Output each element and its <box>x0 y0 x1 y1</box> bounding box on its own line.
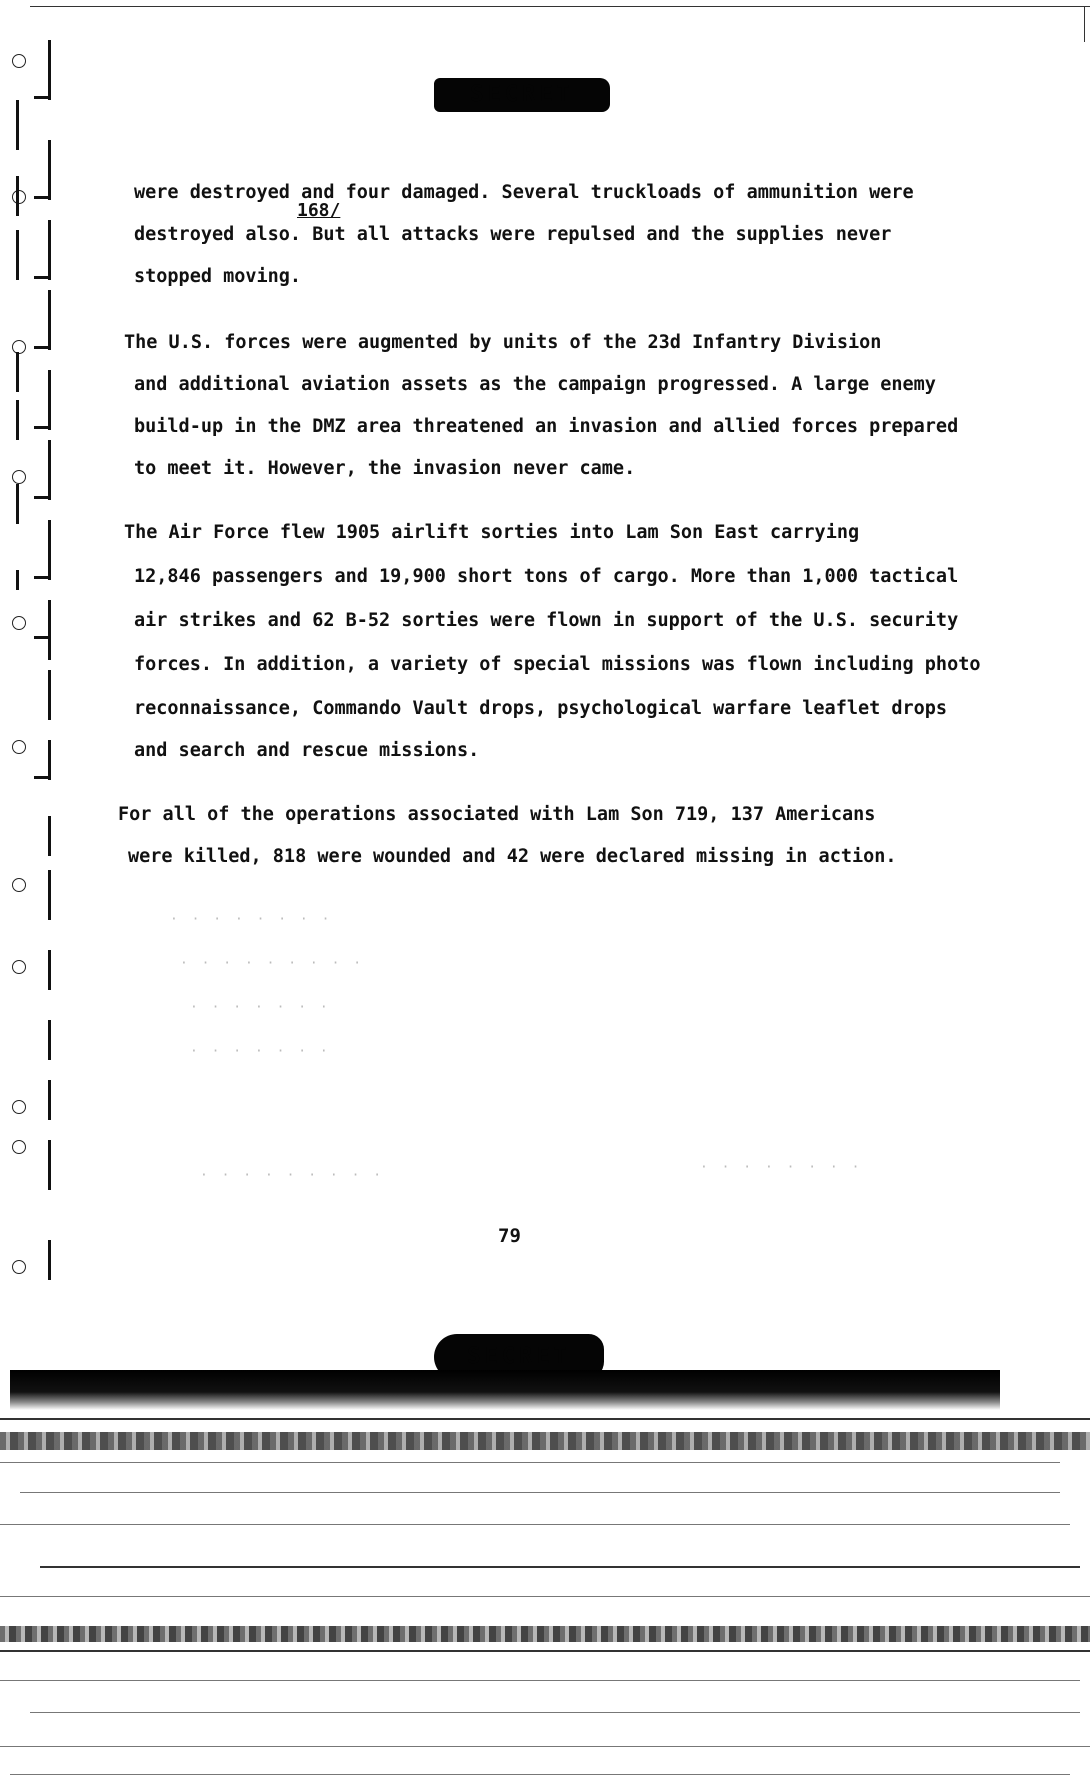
bleed-through-text: · · · · · · · <box>190 1044 331 1059</box>
binder-margin-marks <box>4 40 64 1370</box>
text-line: and search and rescue missions. <box>134 740 480 761</box>
scan-line <box>0 1462 1060 1463</box>
punch-hole-mark <box>12 940 48 1010</box>
scan-line <box>40 1566 1080 1568</box>
classification-marking-top: SECRET <box>434 78 610 112</box>
text-line: stopped moving. <box>134 266 302 287</box>
bleed-through-text: · · · · · · · · · <box>180 956 365 971</box>
classification-marking-bottom: SECRET <box>434 1334 604 1380</box>
punch-hole-mark <box>12 140 48 210</box>
scan-line <box>10 1774 1070 1775</box>
text-line: air strikes and 62 B-52 sorties were flown in support of the U.S. security <box>134 610 959 631</box>
scan-line <box>0 1418 1090 1420</box>
punch-hole-mark <box>12 40 48 110</box>
page-number: 79 <box>498 1225 521 1247</box>
top-border-line <box>30 6 1090 7</box>
punch-hole-mark <box>12 730 48 800</box>
scan-line <box>0 1746 1090 1747</box>
punch-hole-mark <box>12 660 48 730</box>
right-border-line <box>1084 6 1085 42</box>
punch-hole-mark <box>12 1140 48 1210</box>
footnote-reference: 168/ <box>297 200 341 221</box>
text-line: to meet it. However, the invasion never came. <box>134 458 636 479</box>
text-line: destroyed also. But all attacks were repulsed and the supplies never <box>134 224 892 245</box>
punch-hole-mark <box>12 440 48 510</box>
scan-artifact-band <box>0 1432 1090 1450</box>
scan-artifact-band <box>10 1370 1000 1410</box>
scan-line <box>20 1492 1060 1493</box>
scan-artifact-band <box>0 1626 1090 1642</box>
bleed-through-text: · · · · · · · <box>190 1000 331 1015</box>
scan-line <box>0 1524 1070 1525</box>
scan-line <box>0 1680 1080 1681</box>
text-line: forces. In addition, a variety of special missions was flown including photo <box>134 654 981 675</box>
punch-hole-mark <box>12 290 48 360</box>
punch-hole-mark <box>12 370 48 440</box>
scan-line <box>0 1650 1090 1652</box>
text-line: For all of the operations associated with Lam Son 719, 137 Americans <box>118 804 876 825</box>
text-line: The Air Force flew 1905 airlift sorties into Lam Son East carrying <box>124 522 860 543</box>
scan-line <box>0 1596 1090 1597</box>
text-line: The U.S. forces were augmented by units of the 23d Infantry Division <box>124 332 882 353</box>
bleed-through-text: · · · · · · · · · <box>200 1168 385 1183</box>
punch-hole-mark <box>12 1220 48 1290</box>
text-line: reconnaissance, Commando Vault drops, psychological warfare leaflet drops <box>134 698 948 719</box>
punch-hole-mark <box>12 1070 48 1140</box>
text-line: and additional aviation assets as the campaign progressed. A large enemy <box>134 374 936 395</box>
bleed-through-text: · · · · · · · · <box>700 1160 863 1175</box>
text-line: 12,846 passengers and 19,900 short tons of cargo. More than 1,000 tactical <box>134 566 959 587</box>
bleed-through-text: · · · · · · · · <box>170 912 333 927</box>
punch-hole-mark <box>12 870 48 940</box>
text-line: build-up in the DMZ area threatened an invasion and allied forces prepared <box>134 416 959 437</box>
text-line: were destroyed and four damaged. Several truckloads of ammunition were <box>134 182 914 203</box>
punch-hole-mark <box>12 580 48 650</box>
scan-line <box>30 1712 1080 1713</box>
text-line: were killed, 818 were wounded and 42 were declared missing in action. <box>128 846 897 867</box>
punch-hole-mark <box>12 220 48 290</box>
